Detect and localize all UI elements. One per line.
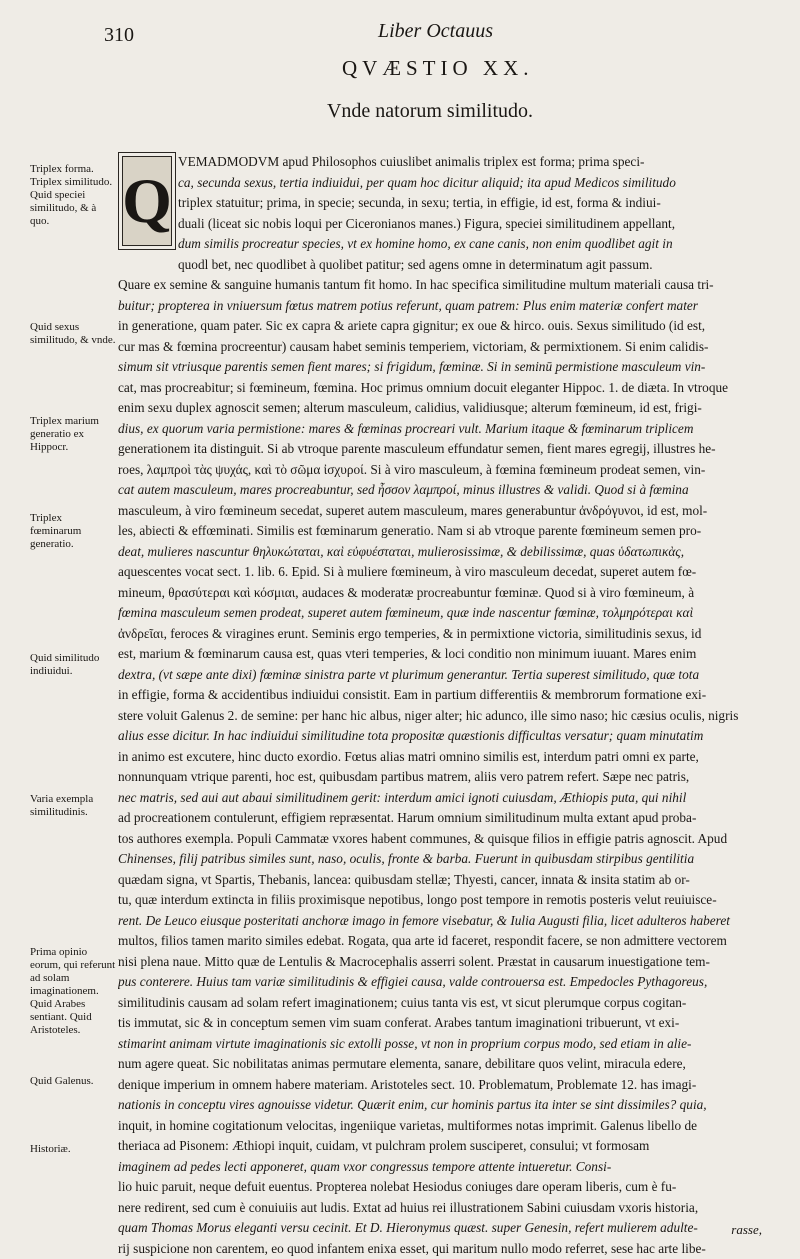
- text-line: les, abiecti & effœminati. Similis est fœminarum generatio. Nam si ab vtroque parente fœmineum semen pro-: [118, 523, 702, 538]
- text-line: nationis in conceptu vires agnouisse videtur. Quærit enim, cur hominis partus ita inter se sint dissimiles? quia,: [118, 1097, 707, 1112]
- text-line: dius, ex quorum varia permistione: mares & fœminas procreari vult. Marium itaque & fœminarum triplicem: [118, 420, 694, 436]
- margin-note: Triplex marium generatio ex Hippocr.: [30, 415, 99, 453]
- text-line: nec matris, sed aui aut abaui similitudinem gerit: interdum amici ignoti cuiusdam, Æthiopis puta, qui nihil: [118, 789, 687, 805]
- text-line: nisi plena naue. Mitto quæ de Lentulis & Macrocephalis asserri solent. Præstat in causarum inuestigatione tem-: [118, 953, 710, 969]
- margin-note: Quid sexus similitudo, & vnde.: [30, 321, 116, 346]
- text-line: similitudinis causam ad solam refert imaginationem; cuius tanta vis est, vt sicut plerumque corpus cogitan-: [118, 994, 687, 1010]
- text-line: enim sexu duplex agnoscit semen; alterum masculeum, calidius, validiusque; alterum fœmineum, id est, frigi-: [118, 400, 702, 415]
- text-line: pus conterere. Huius tam variæ similitudinis & effigiei causa, valde controuersa est. Empedocles Pythagoreus,: [118, 974, 708, 989]
- text-line: roes, λαμπροὶ τὰς ψυχάς, καὶ τὸ σῶμα ἰσχυροί. Si à viro masculeum, à fœmina fœmineum prodeat semen, vin-: [118, 461, 706, 477]
- text-line: num agere queat. Sic nobilitatas animas permutare elementa, sanare, debilitare quos velint, miracula edere,: [118, 1056, 686, 1071]
- page-number: 310: [104, 24, 134, 46]
- text-line: imaginem ad pedes lecti apponeret, quam vxor congressus tempore attente intueretur. Consi-: [118, 1158, 612, 1174]
- text-line: inquit, in homine cogitationum velocitas, ingeniique varietas, multiformes notas imprimit. Galenus libello de: [118, 1117, 698, 1133]
- catchword: rasse,: [731, 1222, 762, 1237]
- text-line: aquescentes vocat sect. 1. lib. 6. Epid. Si à muliere fœmineum, à viro masculeum decedat, superet autem fœ-: [118, 564, 697, 579]
- text-line: VEMADMODVM apud Philosophos cuiuslibet animalis triplex est forma; prima speci-: [178, 154, 645, 169]
- text-line: in animo est excutere, hinc ducto exordio. Fœtus alias matri omnino similis est, interdum patri omni ex parte,: [118, 748, 699, 764]
- text-line: quodl bet, nec quodlibet à quolibet patitur; sed agens omne in determinatum agit passum.: [178, 256, 653, 272]
- margin-note: Prima opinio eorum, qui referunt ad solam imaginationem. Quid Arabes sentiant. Quid Aristoteles.: [30, 946, 116, 1036]
- text-line: multos, filios tamen marito similes edebat. Rogata, qua arte id faceret, respondit facere, se non admittere vectorem: [118, 933, 727, 948]
- text-line: dextra, (vt sæpe ante dixi) fœminæ sinistra parte vt plurimum generantur. Tertia superest similitudo, quæ tota: [118, 666, 700, 682]
- chapter-subtitle: Vnde natorum similitudo.: [326, 100, 534, 122]
- text-line: ca, secunda sexus, tertia indiuidui, per quam hoc dicitur aliquid; ita apud Medicos similitudo: [178, 174, 676, 190]
- text-line: tis immutat, sic & in conceptum semen vim suam conferat. Arabes tantum imaginationi tribuerunt, vt exi-: [118, 1015, 680, 1030]
- text-line: cat autem masculeum, mares procreabuntur, sed ἧσσον λαμπροί, minus illustres & validi. Quod si à fœmina: [118, 482, 689, 497]
- text-line: quam Thomas Morus eleganti versu cecinit. Et D. Hieronymus quæst. super Genesin, refert mulierem adulte-: [118, 1220, 698, 1235]
- text-line: rij suspicione non carentem, eo quod infantem enixa esset, qui maritum nullo modo referret, sese hac arte libe-: [118, 1240, 706, 1256]
- text-line: generationem ita distinguit. Si ab vtroque parente masculeum effundatur semen, fient mares egregij, illustres he-: [118, 441, 716, 456]
- margin-note: Historiæ.: [30, 1143, 71, 1155]
- text-line: in generatione, quam pater. Sic ex capra & ariete capra gignitur; ex oue & hirco. ouis. Sexus similitudo (id est,: [118, 318, 706, 333]
- text-line: buitur; propterea in vniuersum fœtus matrem potius referunt, quam patrem: Plus enim materiæ confert mater: [118, 297, 698, 313]
- margin-note: Triplex fœminarum generatio.: [30, 512, 82, 550]
- text-line: theriaca ad Pisonem: Æthiopi inquit, cuidam, vt pulchram prolem susciperet, consului; vt formosam: [118, 1138, 650, 1153]
- text-line: est, marium & fœminarum causa est, quas vteri temperies, & loci conditio non minimum iuuant. Mares enim: [118, 646, 697, 661]
- text-line: rent. De Leuco eiusque posteritati anchoræ imago in femore visebatur, & Iulia Augusti filia, licet adulteros haberet: [118, 912, 730, 928]
- text-line: stimarint animam virtute imaginationis sic extolli posse, vt non in proprium corpus modo, sed etiam in alie-: [118, 1035, 692, 1051]
- text-line: tos authores exempla. Populi Cammatæ vxores habent communes, & quisque filios in effigie patris agnoscit. Apud: [118, 830, 728, 846]
- text-line: in effigie, forma & accidentibus indiuidui consistit. Eam in partium differentiis & membrorum formatione exi-: [118, 687, 707, 702]
- text-line: deat, mulieres nascuntur θηλυκώταται, καὶ εὐφυέσταται, mulierosissimæ, & debilissimæ, quas ὑδατωπικὰς,: [118, 543, 685, 559]
- margin-note: Quid Galenus.: [30, 1075, 94, 1087]
- text-line: cat, mas procreabitur; si fœmineum, fœmina. Hoc primus omnium docuit eleganter Hippoc. 1. de diæta. In vtroque: [118, 379, 729, 395]
- text-line: triplex statuitur; prima, in specie; secunda, in sexu; tertia, in effigie, id est, forma & indiui-: [178, 195, 661, 210]
- text-line: stere voluit Galenus 2. de semine: per hanc hic albus, niger alter; hic adunco, ille simo naso; hic cæsius oculis, nigris: [118, 707, 739, 723]
- text-line: Chinenses, filij patribus similes sunt, naso, oculis, fronte & barba. Fuerunt in quibusdam stirpibus gentilitia: [118, 851, 695, 866]
- text-line: dum similis procreatur species, vt ex homine homo, ex cane canis, non enim quodlibet agit in: [178, 236, 673, 251]
- text-line: fœmina masculeum semen prodeat, superet autem fœmineum, quæ inde nascentur fœminæ, τολμηρότεραι καὶ: [118, 605, 694, 620]
- margin-note: Quid similitudo indiuidui.: [30, 652, 100, 677]
- text-line: cur mas & fœmina procreentur) causam habet seminis temperiem, victoriam, & permixtionem. Si enim calidis-: [118, 338, 709, 354]
- ornamental-initial: Q: [118, 152, 176, 250]
- text-line: tu, quæ interdum extincta in filiis proximisque nepotibus, longo post tempore in remotis posteris velut reuiuisce-: [118, 892, 717, 907]
- text-line: denique imperium in omnem habere materiam. Aristoteles sect. 10. Problematum, Problemate 12. has imagi-: [118, 1076, 697, 1092]
- text-line: lio huic paruit, neque defuit euentus. Propterea nolebat Hesiodus coniuges dare operam liberis, cum è fu-: [118, 1179, 677, 1194]
- text-line: Quare ex semine & sanguine humanis tantum fit homo. In hac specifica similitudine multum materiali causa tri-: [118, 277, 714, 292]
- running-head: Liber Octauus: [378, 20, 493, 42]
- text-line: mineum, θρασύτεραι καὶ κόσμιαι, audaces & moderatæ procreabuntur fœminæ. Quod si à viro fœmineum, à: [118, 584, 695, 600]
- text-line: duali (liceat sic nobis loqui per Ciceronianos manes.) Figura, speciei similitudinem appellant,: [178, 215, 676, 231]
- text-line: nonnunquam vtrique parenti, hoc est, quibusdam partibus matrem, aliis vero patrem refert. Sæpe nec patris,: [118, 769, 690, 784]
- text-line: ἀνδρεῖαι, feroces & viragines erunt. Seminis ergo temperies, & in permixtione victoria, similitudinis sexus, id: [118, 625, 702, 641]
- margin-note: Triplex forma. Triplex similitudo. Quid speciei similitudo, & à quo.: [30, 163, 113, 227]
- text-line: quædam signa, vt Spartis, Thebanis, lancea: quibusdam stellæ; Thyesti, cancer, innata & insita statim ab or-: [118, 871, 690, 887]
- quaestio-heading: QVÆSTIO XX.: [342, 56, 534, 80]
- text-line: masculeum, à viro fœmineum secedat, superet autem masculeum, mares generabuntur ἀνδρόγυνοι, id est, mol-: [118, 502, 708, 518]
- text-line: alius esse dicitur. In hac indiuidui similitudine tota propositæ quæstionis difficultas versatur; quam minutatim: [118, 728, 704, 743]
- margin-note: Varia exempla similitudinis.: [30, 793, 94, 818]
- text-line: ad procreationem contulerunt, effigiem repræsentat. Harum omnium similitudinum multa extant apud proba-: [118, 810, 697, 825]
- text-line: nere redirent, sed cum è conuiuiis aut ludis. Extat ad huius rei illustrationem Sabini cuiusdam vxoris historia,: [118, 1199, 699, 1215]
- text-line: simum sit vtriusque parentis semen fient mares; si frigidum, fœminæ. Si in seminū permistione masculeum vin-: [118, 359, 706, 374]
